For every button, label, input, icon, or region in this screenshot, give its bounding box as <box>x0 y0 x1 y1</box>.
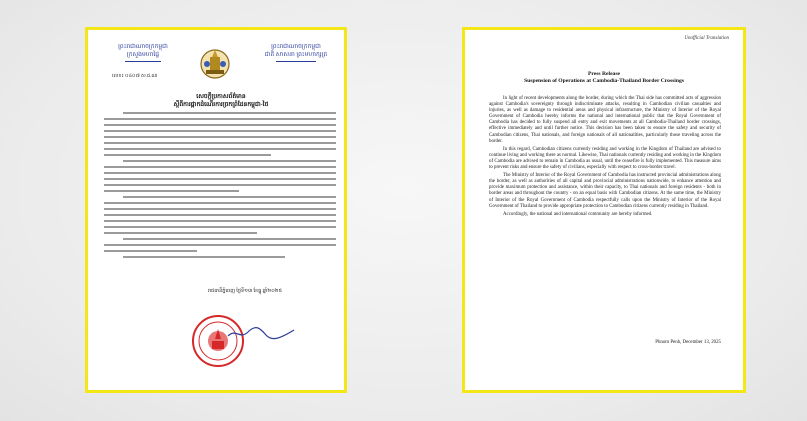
press-release-body <box>489 96 721 220</box>
kingdom-name: ព្រះរាជាណាចក្រកម្ពុជា <box>118 44 168 50</box>
paragraph-1: In light of recent developments along the border, during which the Thai side has committed acts of aggression against Cambodia's sovereignty through indiscriminate attacks, resulting in Cambodian civilian casualties and injuries, as well as damage to residential areas and physical infrastructure, the Ministry of Interior of the Royal Government of Cambodia hereby informs the national and international public that the Royal Government of Cambodia has decided to fully suspend all entry and exit movements at all Cambodia-Thailand border crossings, effective immediately and until further notice. This decision has been taken to ensure the safety and security of Cambodian citizens, Thai nationals, and foreign nationals of all nationalities, particularly those traveling across the border. <box>489 96 721 144</box>
press-release-date: Phnom Penh, December 13, 2025 <box>655 340 721 345</box>
khmer-title-line-1: សេចក្តីប្រកាសព័ត៌មាន <box>196 94 246 100</box>
header-divider <box>125 61 161 62</box>
kingdom-title: ព្រះរាជាណាចក្រកម្ពុជា <box>271 44 321 50</box>
reference-number: លេខ៖ ០៤០៧ ស.ជ.ណ <box>112 74 158 79</box>
paragraph-4: Accordingly, the national and international community are hereby informed. <box>503 211 653 217</box>
khmer-title-line-2: ស្តីពីការផ្អាកដំណើរការច្រកព្រំដែនកម្ពុជា-ថៃ <box>173 102 269 108</box>
khmer-body-text <box>104 112 336 262</box>
ministry-header <box>108 43 178 64</box>
khmer-document-page <box>85 27 347 393</box>
ministry-name: ក្រសួងមហាផ្ទៃ <box>126 52 160 58</box>
english-translation-page <box>462 27 746 393</box>
official-seal-icon <box>190 313 246 369</box>
unofficial-translation-label: Unofficial Translation <box>684 36 729 41</box>
paragraph-3: The Ministry of Interior of the Royal Government of Cambodia has instructed provincial administrations along the border, as well as authorities of all capital and provincial administrations nationwide, to enhance attention and provide maximum protection and assistance, within their capacity, to Thai nationals and foreign residents - both in border areas and throughout the country - on an equal basis with Cambodian citizens. At the same time, the Ministry of Interior of the Royal Government of Cambodia respectfully calls upon the Ministry of Interior of the Royal Government of Thailand to provide appropriate protection to Cambodian citizens currently residing in Thailand. <box>489 173 721 209</box>
national-motto: ជាតិ សាសនា ព្រះមហាក្សត្រ <box>264 52 328 58</box>
signature-icon <box>226 326 296 340</box>
khmer-date-line: រាជធានីភ្នំពេញ ថ្ងៃទី១៣ ខែធ្នូ ឆ្នាំ២០២៥ <box>208 289 283 294</box>
kingdom-header <box>256 43 336 64</box>
khmer-title <box>126 93 316 109</box>
press-release-title: Press Release <box>587 71 621 77</box>
motto-divider <box>276 61 316 62</box>
press-release-subject: Suspension of Operations at Cambodia-Thailand Border Crossings <box>524 78 684 84</box>
paragraph-2: In this regard, Cambodian citizens currently residing and working in the Kingdom of Thailand are advised to continue living and working there as normal. Likewise, Thai nationals currently residing and working in the Kingdom of Cambodia are advised to remain in Cambodia as usual, until the ceasefire is fully implemented. This measure aims to prevent risks and ensure the safety of civilians, especially with respect to cross-border travel. <box>489 146 721 171</box>
royal-emblem-icon <box>198 44 232 82</box>
